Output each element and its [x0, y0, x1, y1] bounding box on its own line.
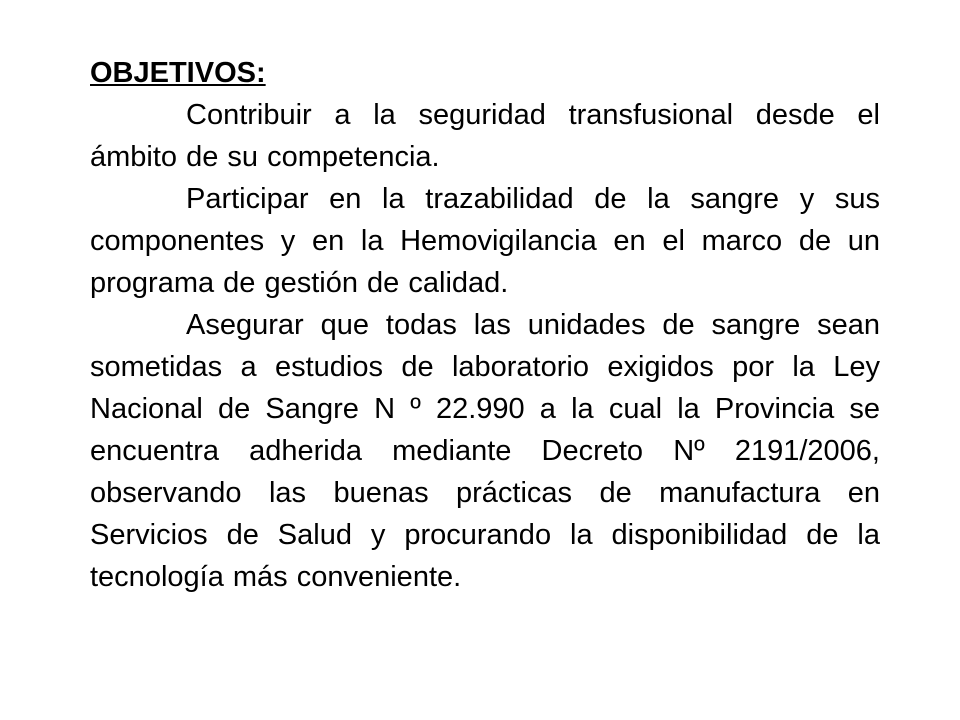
objective-paragraph-1: Contribuir a la seguridad transfusional desde el ámbito de su competencia.: [90, 99, 880, 173]
objective-paragraph-3: Asegurar que todas las unidades de sangre sean sometidas a estudios de laboratorio exigidos por la Ley Nacional de Sangre N º 22.990 a la cual la Provincia se encuentra adherida mediante Decreto Nº 2191/2006, observando las buenas prácticas de manufactura en Servicios de Salud y procurando la disponibilidad de la tecnología más conveniente.: [90, 309, 880, 593]
objective-paragraph-2: Participar en la trazabilidad de la sangre y sus componentes y en la Hemovigilancia en el marco de un programa de gestión de calidad.: [90, 183, 880, 299]
objectives-heading: OBJETIVOS:: [90, 57, 266, 89]
slide-content: [90, 52, 880, 598]
